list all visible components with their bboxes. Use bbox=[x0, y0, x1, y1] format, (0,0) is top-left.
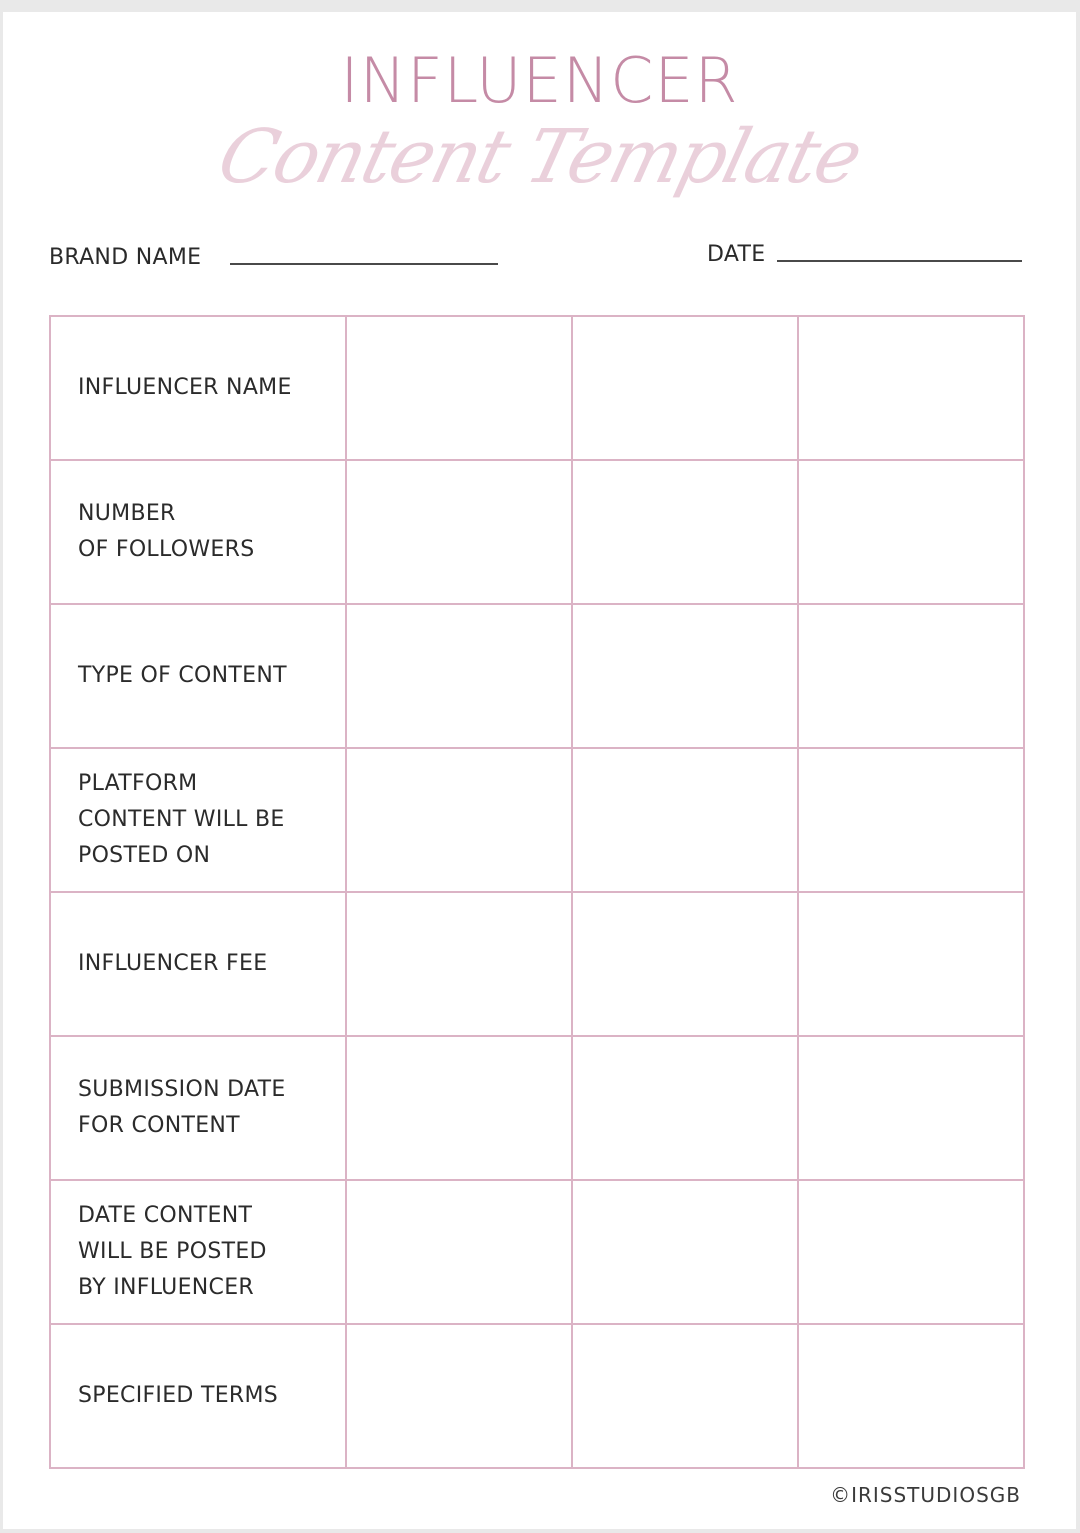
content-template-table bbox=[49, 315, 1025, 1469]
table-cell[interactable] bbox=[572, 1036, 798, 1180]
table-row bbox=[50, 1036, 1024, 1180]
table-cell[interactable] bbox=[798, 1180, 1024, 1324]
table-row bbox=[50, 892, 1024, 1036]
table-cell[interactable] bbox=[346, 748, 572, 892]
table-cell[interactable] bbox=[798, 748, 1024, 892]
table-row bbox=[50, 460, 1024, 604]
row-label: NUMBER OF FOLLOWERS bbox=[50, 460, 346, 604]
date-input-line[interactable] bbox=[777, 260, 1022, 262]
table-cell[interactable] bbox=[798, 1036, 1024, 1180]
row-label: DATE CONTENT WILL BE POSTED BY INFLUENCER bbox=[50, 1180, 346, 1324]
table-cell[interactable] bbox=[346, 1180, 572, 1324]
table-cell[interactable] bbox=[798, 892, 1024, 1036]
date-label: DATE bbox=[707, 242, 766, 267]
page-title: INFLUENCER bbox=[340, 44, 739, 117]
table-cell[interactable] bbox=[572, 1180, 798, 1324]
table-row bbox=[50, 748, 1024, 892]
table-cell[interactable] bbox=[572, 460, 798, 604]
page-subtitle-script: Content Template bbox=[209, 114, 869, 200]
brand-name-input-line[interactable] bbox=[230, 263, 498, 265]
table-cell[interactable] bbox=[798, 460, 1024, 604]
table-row bbox=[50, 604, 1024, 748]
row-label: SPECIFIED TERMS bbox=[50, 1324, 346, 1468]
copyright-text: ©IRISSTUDIOSGB bbox=[830, 1483, 1021, 1507]
table-cell[interactable] bbox=[346, 892, 572, 1036]
row-label: INFLUENCER FEE bbox=[50, 892, 346, 1036]
template-sheet bbox=[3, 12, 1076, 1529]
table-cell[interactable] bbox=[346, 316, 572, 460]
table-cell[interactable] bbox=[346, 604, 572, 748]
table-row bbox=[50, 1180, 1024, 1324]
table-cell[interactable] bbox=[798, 1324, 1024, 1468]
table-cell[interactable] bbox=[572, 604, 798, 748]
row-label: SUBMISSION DATE FOR CONTENT bbox=[50, 1036, 346, 1180]
table-row bbox=[50, 316, 1024, 460]
table-cell[interactable] bbox=[572, 892, 798, 1036]
row-label: INFLUENCER NAME bbox=[50, 316, 346, 460]
table-cell[interactable] bbox=[798, 316, 1024, 460]
table-cell[interactable] bbox=[346, 460, 572, 604]
table-cell[interactable] bbox=[572, 316, 798, 460]
brand-name-label: BRAND NAME bbox=[49, 245, 202, 270]
table-cell[interactable] bbox=[346, 1036, 572, 1180]
table-row bbox=[50, 1324, 1024, 1468]
table-cell[interactable] bbox=[346, 1324, 572, 1468]
table-cell[interactable] bbox=[798, 604, 1024, 748]
table-cell[interactable] bbox=[572, 748, 798, 892]
row-label: TYPE OF CONTENT bbox=[50, 604, 346, 748]
row-label: PLATFORM CONTENT WILL BE POSTED ON bbox=[50, 748, 346, 892]
table-cell[interactable] bbox=[572, 1324, 798, 1468]
